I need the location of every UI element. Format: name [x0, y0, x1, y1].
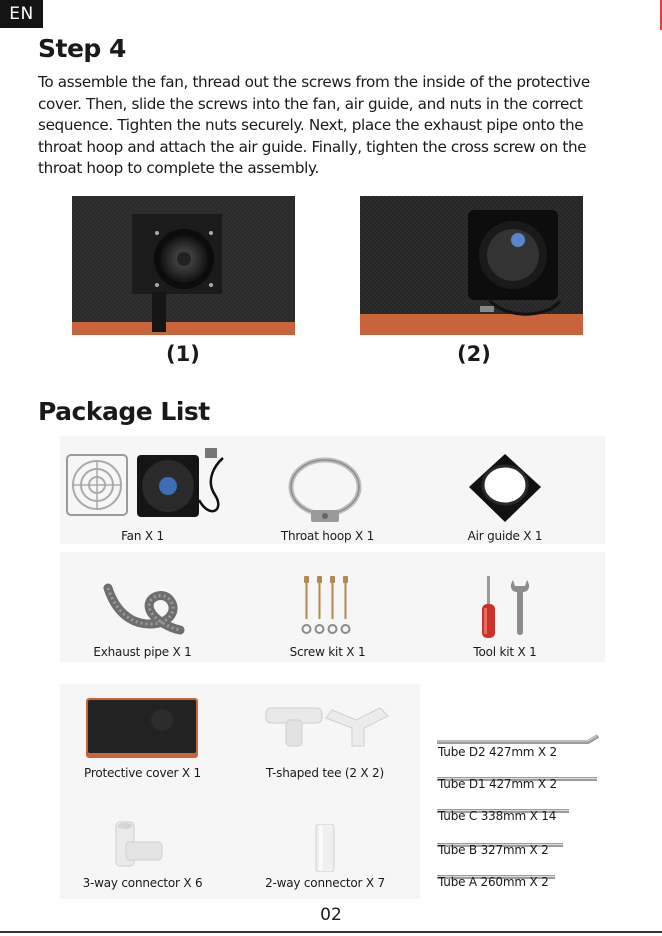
t-shaped-tee-label: T-shaped tee (2 X 2): [266, 766, 384, 780]
tube-a-image: [436, 866, 601, 874]
tube-a-label: Tube A 260mm X 2: [438, 875, 549, 889]
exhaust-pipe-image: [100, 580, 185, 640]
tool-kit-label: Tool kit X 1: [473, 645, 537, 659]
fan-label: Fan X 1: [121, 529, 164, 543]
tool-kit-image: [475, 574, 535, 640]
three-way-connector-image: [112, 820, 164, 870]
figure-caption-1: (1): [166, 342, 200, 366]
tube-b-image: [436, 834, 601, 842]
air-guide-image: [465, 452, 545, 527]
air-guide-label: Air guide X 1: [467, 529, 543, 543]
assembly-photo-2: [360, 196, 583, 335]
tube-c-label: Tube C 338mm X 14: [438, 809, 557, 823]
assembly-photo-1: [72, 196, 295, 335]
page-number: 02: [320, 905, 342, 925]
step-title: Step 4: [38, 34, 126, 63]
throat-hoop-label: Throat hoop X 1: [280, 529, 375, 543]
two-way-connector-image: [313, 824, 337, 872]
tube-d2-label: Tube D2 427mm X 2: [438, 745, 557, 759]
fan-image: [65, 440, 235, 530]
tube-d1-label: Tube D1 427mm X 2: [438, 777, 557, 791]
t-shaped-tee-image: [264, 702, 392, 750]
exhaust-pipe-label: Exhaust pipe X 1: [93, 645, 192, 659]
package-list-title: Package List: [38, 397, 210, 426]
tube-c-image: [436, 800, 601, 808]
three-way-connector-label: 3-way connector X 6: [82, 876, 203, 890]
tube-d1-image: [436, 768, 601, 776]
figure-caption-2: (2): [457, 342, 491, 366]
tube-b-label: Tube B 327mm X 2: [438, 843, 549, 857]
language-badge: EN: [0, 0, 43, 28]
two-way-connector-label: 2-way connector X 7: [265, 876, 385, 890]
screw-kit-image: [298, 574, 358, 636]
throat-hoop-image: [285, 452, 365, 527]
screw-kit-label: Screw kit X 1: [289, 645, 366, 659]
protective-cover-image: [86, 698, 198, 758]
protective-cover-label: Protective cover X 1: [84, 766, 201, 780]
step-instructions: To assemble the fan, thread out the screws from the inside of the protective cover. Then, slide the screws into the fan, air guide, and nuts in the correct sequence. Tighten the nuts securely. Next, place the exhaust pipe onto the throat hoop and attach the air guide. Finally, tighten the cross screw on the throat hoop to complete the assembly.: [38, 73, 590, 178]
footer-rule: [0, 931, 662, 933]
